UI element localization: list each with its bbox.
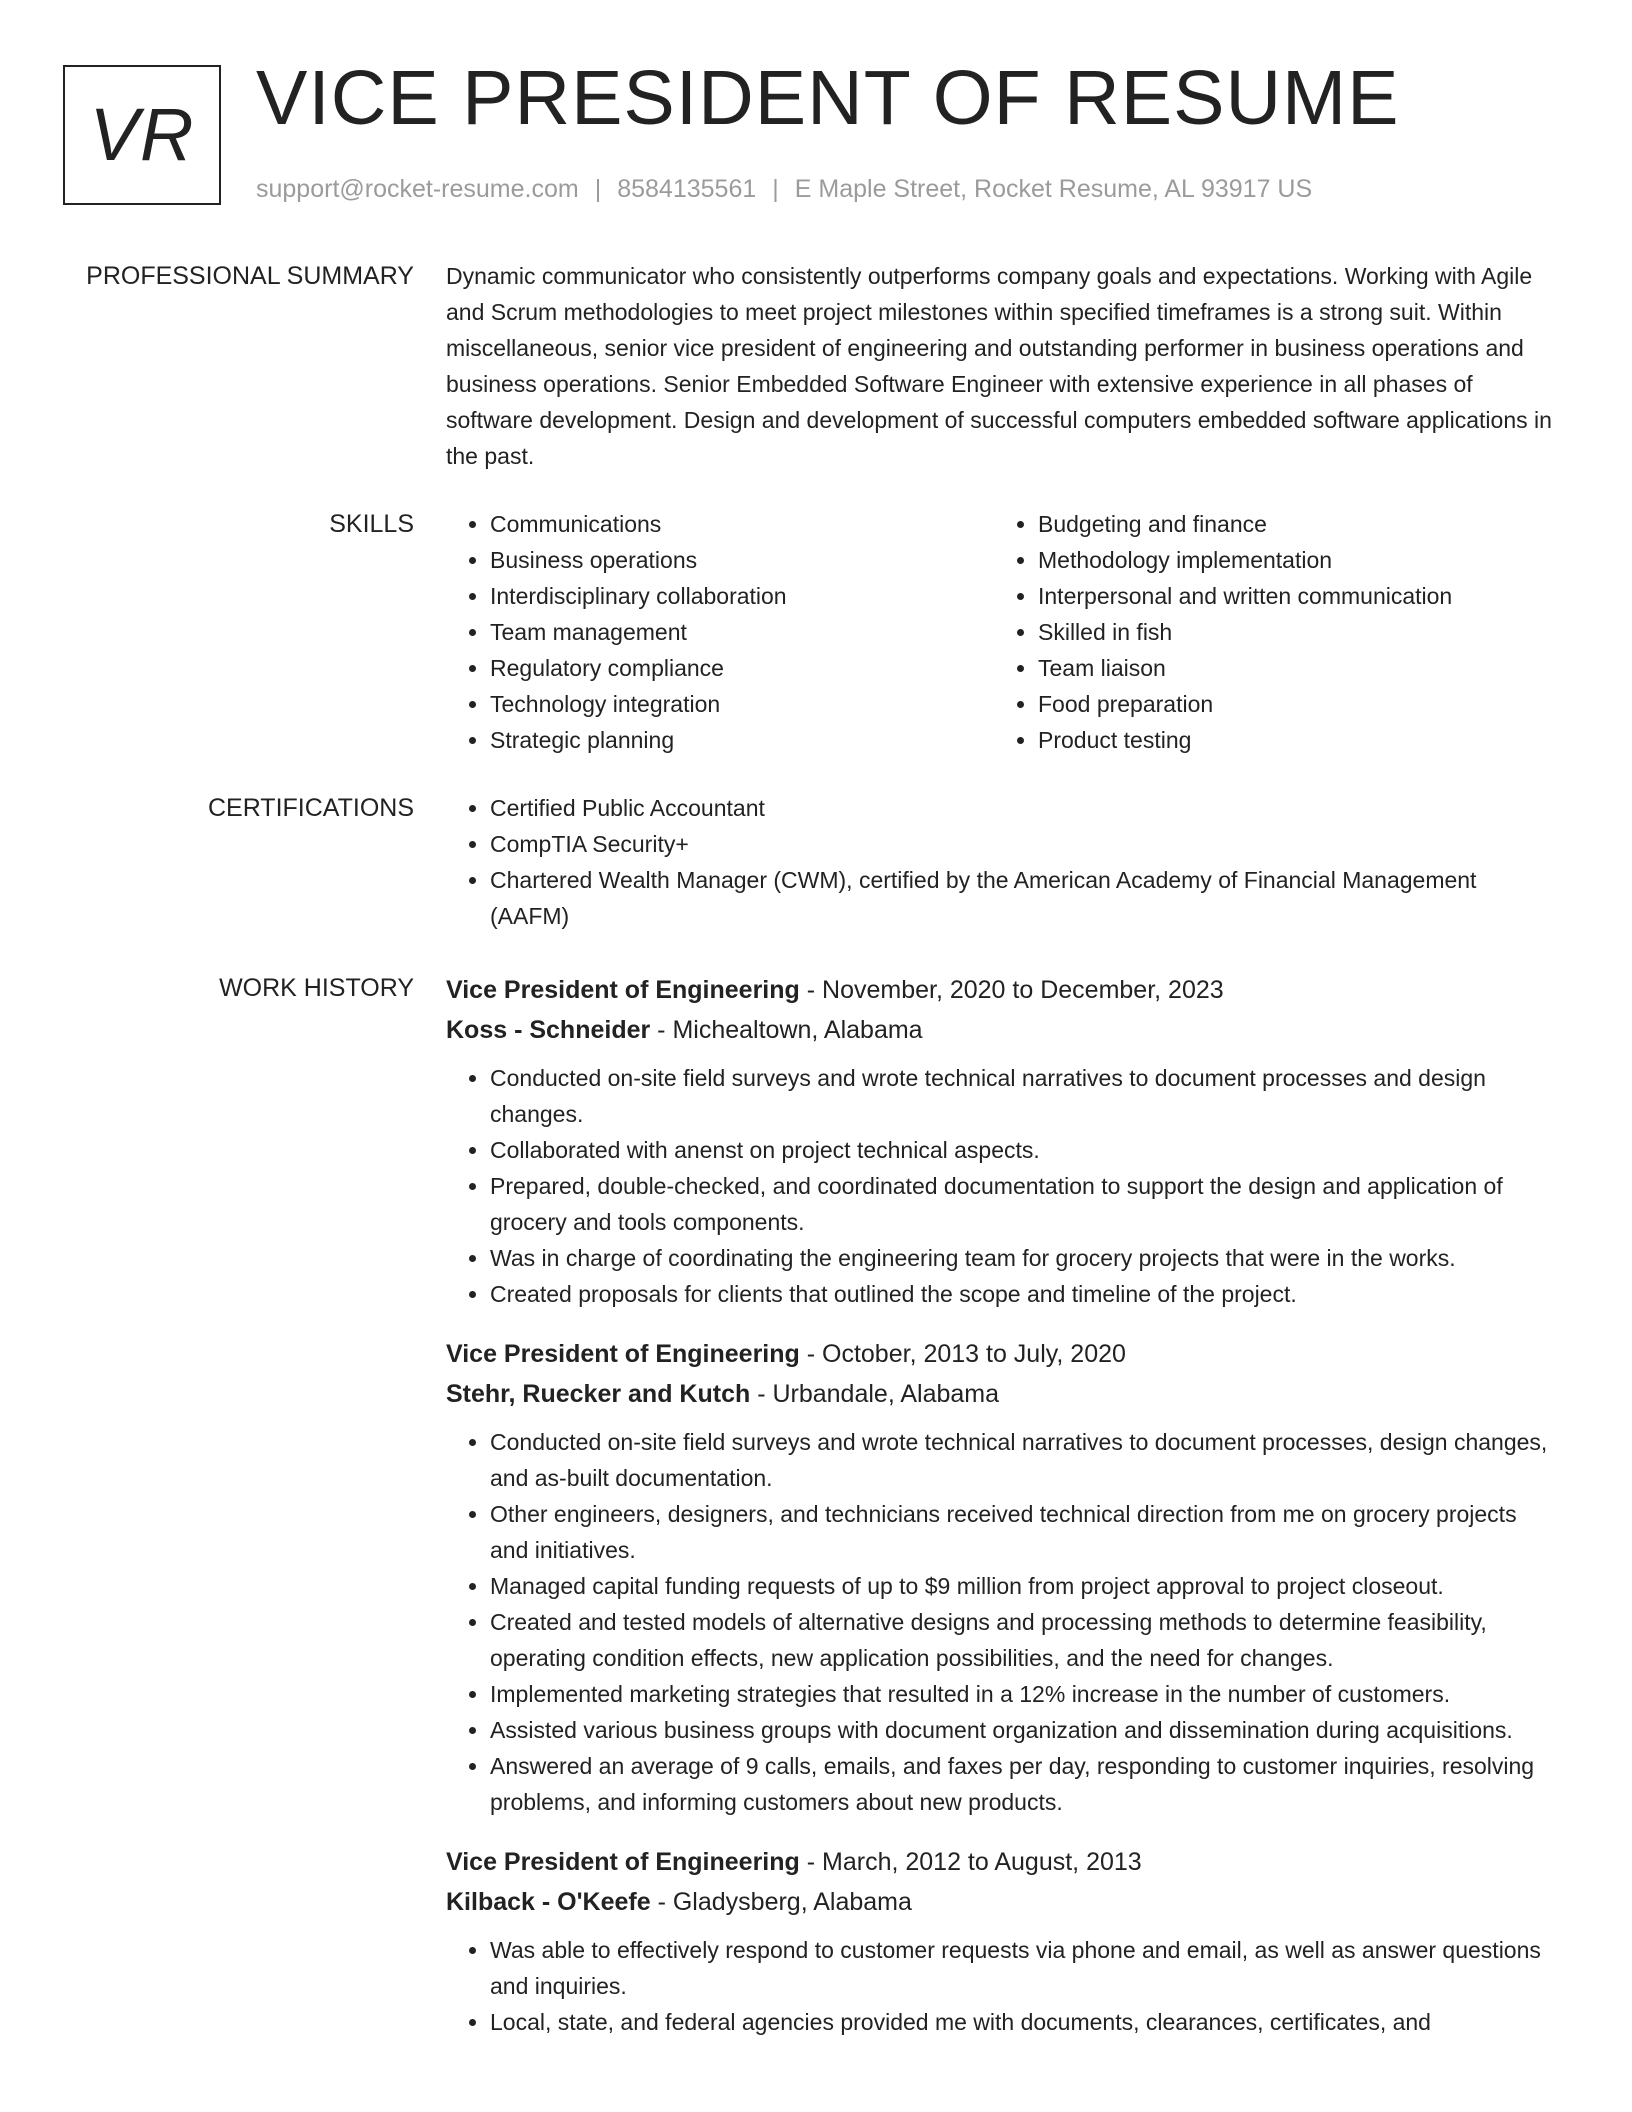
skills-body xyxy=(446,506,1558,758)
job-title: Vice President of Engineering xyxy=(446,1340,800,1368)
certifications-body xyxy=(446,790,1558,934)
contact-separator: | xyxy=(772,175,779,203)
resume-name: VICE PRESIDENT OF RESUME xyxy=(256,55,1400,141)
job-bullet: • Other engineers, designers, and technicians received technical direction from me on grocery projects and initiatives. xyxy=(490,1496,1558,1568)
skill-item: • Technology integration xyxy=(490,686,994,722)
job-company-line xyxy=(446,1882,1558,1922)
skill-item: • Team liaison xyxy=(1038,650,1542,686)
job-bullets xyxy=(446,1060,1558,1312)
certifications-list xyxy=(446,790,1558,934)
contact-address: E Maple Street, Rocket Resume, AL 93917 US xyxy=(794,175,1313,203)
job-bullet: • Assisted various business groups with document organization and dissemination during acquisitions. xyxy=(490,1712,1558,1748)
job-dates: - November, 2020 to December, 2023 xyxy=(799,976,1224,1004)
job-bullet: • Conducted on-site field surveys and wrote technical narratives to document processes, design changes, and as-built documentation. xyxy=(490,1424,1558,1496)
skill-item: • Regulatory compliance xyxy=(490,650,994,686)
certification-item: • Chartered Wealth Manager (CWM), certified by the American Academy of Financial Management (AAFM) xyxy=(490,862,1558,934)
monogram-text: VR xyxy=(89,93,195,176)
skills-list-left xyxy=(446,506,994,758)
monogram-logo xyxy=(63,65,221,205)
job-bullet: • Conducted on-site field surveys and wrote technical narratives to document processes and design changes. xyxy=(490,1060,1558,1132)
skill-item: • Methodology implementation xyxy=(1038,542,1542,578)
job-entry xyxy=(446,1842,1558,2040)
work-history-heading: WORK HISTORY xyxy=(219,974,414,1002)
skill-item: • Skilled in fish xyxy=(1038,614,1542,650)
job-bullet: • Local, state, and federal agencies provided me with documents, clearances, certificates, and xyxy=(490,2004,1558,2040)
certifications-heading: CERTIFICATIONS xyxy=(207,794,414,822)
job-bullet: • Collaborated with anenst on project technical aspects. xyxy=(490,1132,1558,1168)
job-company: Stehr, Ruecker and Kutch xyxy=(446,1380,751,1408)
job-location: - Urbandale, Alabama xyxy=(750,1380,1000,1408)
job-dates: - October, 2013 to July, 2020 xyxy=(799,1340,1126,1368)
skill-item: • Communications xyxy=(490,506,994,542)
job-title-line xyxy=(446,1334,1558,1374)
job-bullet: • Prepared, double-checked, and coordinated documentation to support the design and application of grocery and tools components. xyxy=(490,1168,1558,1240)
skill-item: • Product testing xyxy=(1038,722,1542,758)
job-title: Vice President of Engineering xyxy=(446,1848,800,1876)
job-bullet: • Was able to effectively respond to customer requests via phone and email, as well as answer questions and inquiries. xyxy=(490,1932,1558,2004)
job-bullet: • Implemented marketing strategies that resulted in a 12% increase in the number of customers. xyxy=(490,1676,1558,1712)
job-company-line xyxy=(446,1374,1558,1414)
skill-item: • Food preparation xyxy=(1038,686,1542,722)
job-company: Kilback - O'Keefe xyxy=(446,1888,651,1916)
job-bullet: • Created and tested models of alternative designs and processing methods to determine feasibility, operating condition effects, new application possibilities, and the need for changes. xyxy=(490,1604,1558,1676)
job-bullets xyxy=(446,1932,1558,2040)
skill-item: • Team management xyxy=(490,614,994,650)
job-location: - Michealtown, Alabama xyxy=(650,1016,923,1044)
job-title-line xyxy=(446,970,1558,1010)
skill-item: • Business operations xyxy=(490,542,994,578)
summary-body xyxy=(446,258,1558,474)
contact-phone: 8584135561 xyxy=(617,175,757,203)
certification-item: • CompTIA Security+ xyxy=(490,826,1558,862)
job-company: Koss - Schneider xyxy=(446,1016,651,1044)
job-company-line xyxy=(446,1010,1558,1050)
contact-separator: | xyxy=(594,175,602,203)
job-bullet: • Answered an average of 9 calls, emails, and faxes per day, responding to customer inquiries, resolving problems, and informing customers about new products. xyxy=(490,1748,1558,1820)
job-bullet: • Was in charge of coordinating the engineering team for grocery projects that were in the works. xyxy=(490,1240,1558,1276)
job-location: - Gladysberg, Alabama xyxy=(650,1888,912,1916)
skill-item: • Interdisciplinary collaboration xyxy=(490,578,994,614)
contact-email: support@rocket-resume.com xyxy=(256,175,579,203)
job-dates: - March, 2012 to August, 2013 xyxy=(799,1848,1142,1876)
job-title-line xyxy=(446,1842,1558,1882)
skill-item: • Strategic planning xyxy=(490,722,994,758)
job-bullet: • Created proposals for clients that outlined the scope and timeline of the project. xyxy=(490,1276,1558,1312)
skill-item: • Budgeting and finance xyxy=(1038,506,1542,542)
job-entry xyxy=(446,970,1558,1312)
contact-line xyxy=(256,174,1312,204)
skills-heading: SKILLS xyxy=(329,510,414,538)
skills-list-right xyxy=(994,506,1542,758)
job-bullet: • Managed capital funding requests of up to $9 million from project approval to project closeout. xyxy=(490,1568,1558,1604)
job-entry xyxy=(446,1334,1558,1820)
job-bullets xyxy=(446,1424,1558,1820)
summary-text: Dynamic communicator who consistently outperforms company goals and expectations. Working with Agile and Scrum methodologies to meet project milestones within specified timeframes is a strong suit. Within miscellaneous, senior vice president of engineering and outstanding performer in business operations and business operations. Senior Embedded Software Engineer with extensive experience in all phases of software development. Design and development of successful computers embedded software applications in the past. xyxy=(446,263,1552,469)
skill-item: • Interpersonal and written communication xyxy=(1038,578,1542,614)
summary-heading: PROFESSIONAL SUMMARY xyxy=(86,262,414,290)
job-title: Vice President of Engineering xyxy=(446,976,800,1004)
work-history-body xyxy=(446,970,1558,2062)
certification-item: • Certified Public Accountant xyxy=(490,790,1558,826)
